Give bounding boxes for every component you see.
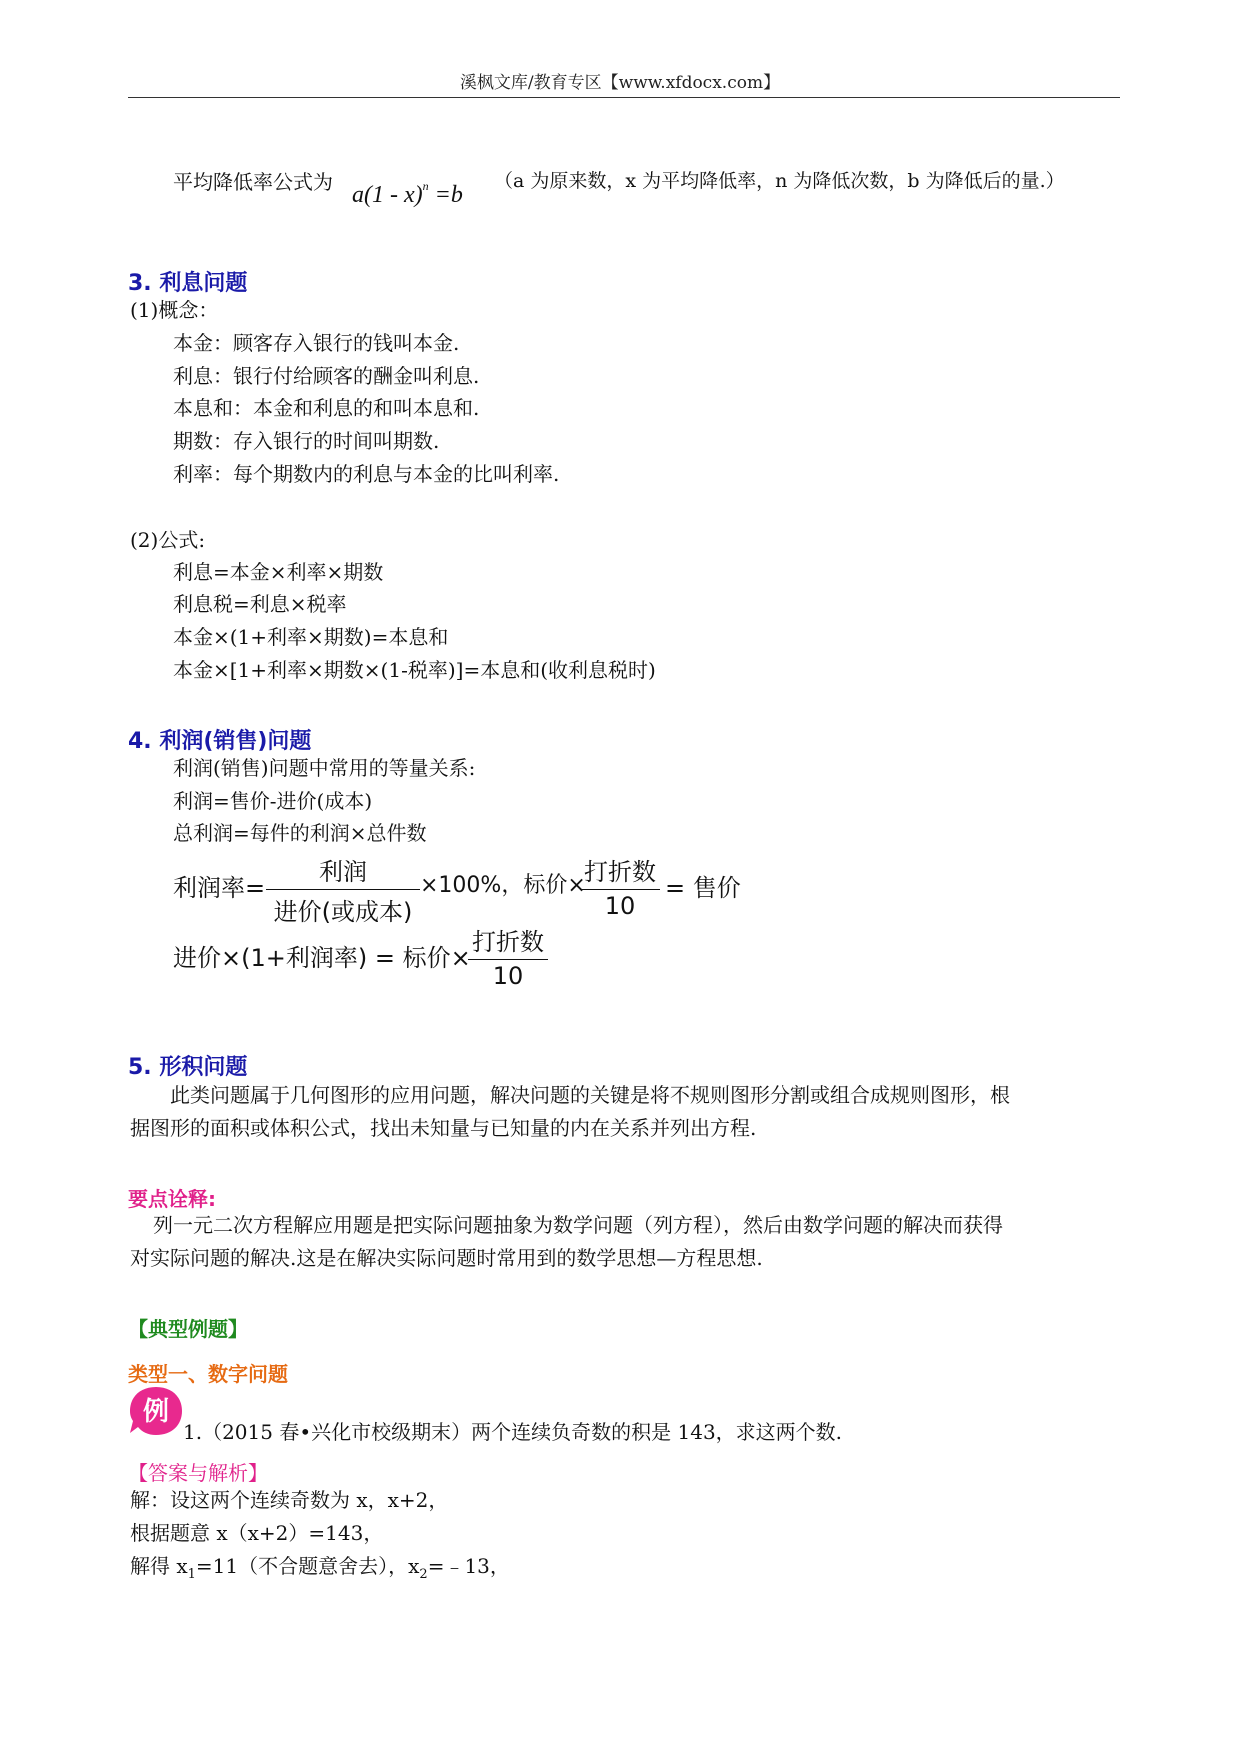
fraction-bar [468,959,548,960]
profit-line: 利润=售价-进价(成本) [173,789,373,813]
profit-rate-lhs: 利润率= [173,874,266,902]
profit-rate-fraction [266,852,420,927]
geometry-paragraph-line: 据图形的面积或体积公式，找出未知量与已知量的内在关系并列出方程. [130,1116,757,1140]
keypoint-line: 对实际问题的解决.这是在解决实际问题时常用到的数学思想—方程思想. [130,1246,763,1270]
page-header: 溪枫文库/教育专区【www.xfdocx.com】 [459,73,781,93]
formula-prefix: a(1 - x) [352,182,423,208]
header-rule [128,97,1120,98]
fraction-numerator: 打折数 [472,928,544,956]
discount-fraction [580,852,660,920]
interest-formula: 利息税=利息×税率 [173,592,347,616]
formula-note: （a 为原来数，x 为平均降低率，n 为降低次数，b 为降低后的量.） [494,170,1065,192]
concept-item: 本息和：本金和利息的和叫本息和. [173,396,480,420]
interest-formula: 本金×(1+利率×期数)=本息和 [173,625,449,649]
example-problem: 1.（2015 春•兴化市校级期末）两个连续负奇数的积是 143，求这两个数. [183,1420,843,1444]
selling-price-rhs: = 售价 [665,874,741,902]
geometry-paragraph-line: 此类问题属于几何图形的应用问题，解决问题的关键是将不规则图形分割或组合成规则图形，根 [170,1083,1010,1107]
discount-fraction-2 [468,922,548,990]
formula-suffix: =b [428,182,463,208]
formula-exponent: n [422,179,429,193]
section5-title: 5. 形积问题 [128,1055,248,1080]
fraction-numerator: 打折数 [584,858,656,886]
examples-title: 【典型例题】 [128,1317,248,1341]
example-badge-icon [128,1385,184,1437]
concept-item: 本金：顾客存入银行的钱叫本金. [173,331,460,355]
interest-formula: 本金×[1+利率×期数×(1-税率)]=本息和(收利息税时) [173,658,656,682]
fraction-denominator: 10 [604,892,636,920]
concept-label: (1)概念： [130,298,219,322]
solution-line: 根据题意 x（x+2）=143， [130,1521,384,1545]
concept-item: 期数：存入银行的时间叫期数. [173,429,440,453]
solution-line [130,1554,510,1582]
section4-title: 4. 利润(销售)问题 [128,729,312,754]
fraction-bar [266,889,420,890]
profit-line: 利润(销售)问题中常用的等量关系: [173,756,476,780]
formula-label: 平均降低率公式为 [173,170,333,194]
cost-price-lhs: 进价×(1+利润率) = 标价× [173,944,471,972]
keypoint-title: 要点诠释: [128,1187,216,1211]
solution-text: =11（不合题意舍去），x [195,1554,420,1578]
section3-title: 3. 利息问题 [128,271,248,296]
keypoint-line: 列一元二次方程解应用题是把实际问题抽象为数学问题（列方程），然后由数学问题的解决而获得 [153,1213,1003,1237]
solution-text: =﹣13， [427,1554,510,1578]
subscript: 1 [187,1567,196,1582]
solution-line: 解：设这两个连续奇数为 x，x+2， [130,1488,449,1512]
solution-text: 解得 x [130,1554,188,1578]
fraction-denominator: 进价(或成本) [273,898,413,926]
fraction-bar [580,889,660,890]
fraction-denominator: 10 [492,962,524,990]
concept-item: 利率：每个期数内的利息与本金的比叫利率. [173,462,560,486]
profit-line: 总利润=每件的利润×总件数 [173,821,427,845]
subscript: 2 [419,1567,428,1582]
formula-section-label: (2)公式: [130,528,206,552]
interest-formula: 利息=本金×利率×期数 [173,560,384,584]
answer-label: 【答案与解析】 [128,1461,268,1485]
avg-reduction-formula [352,179,463,209]
type1-title: 类型一、数字问题 [128,1362,288,1386]
fraction-numerator: 利润 [319,858,367,886]
svg-text:例: 例 [142,1397,170,1427]
profit-rate-mid: ×100%，标价× [420,873,586,898]
concept-item: 利息：银行付给顾客的酬金叫利息. [173,364,480,388]
